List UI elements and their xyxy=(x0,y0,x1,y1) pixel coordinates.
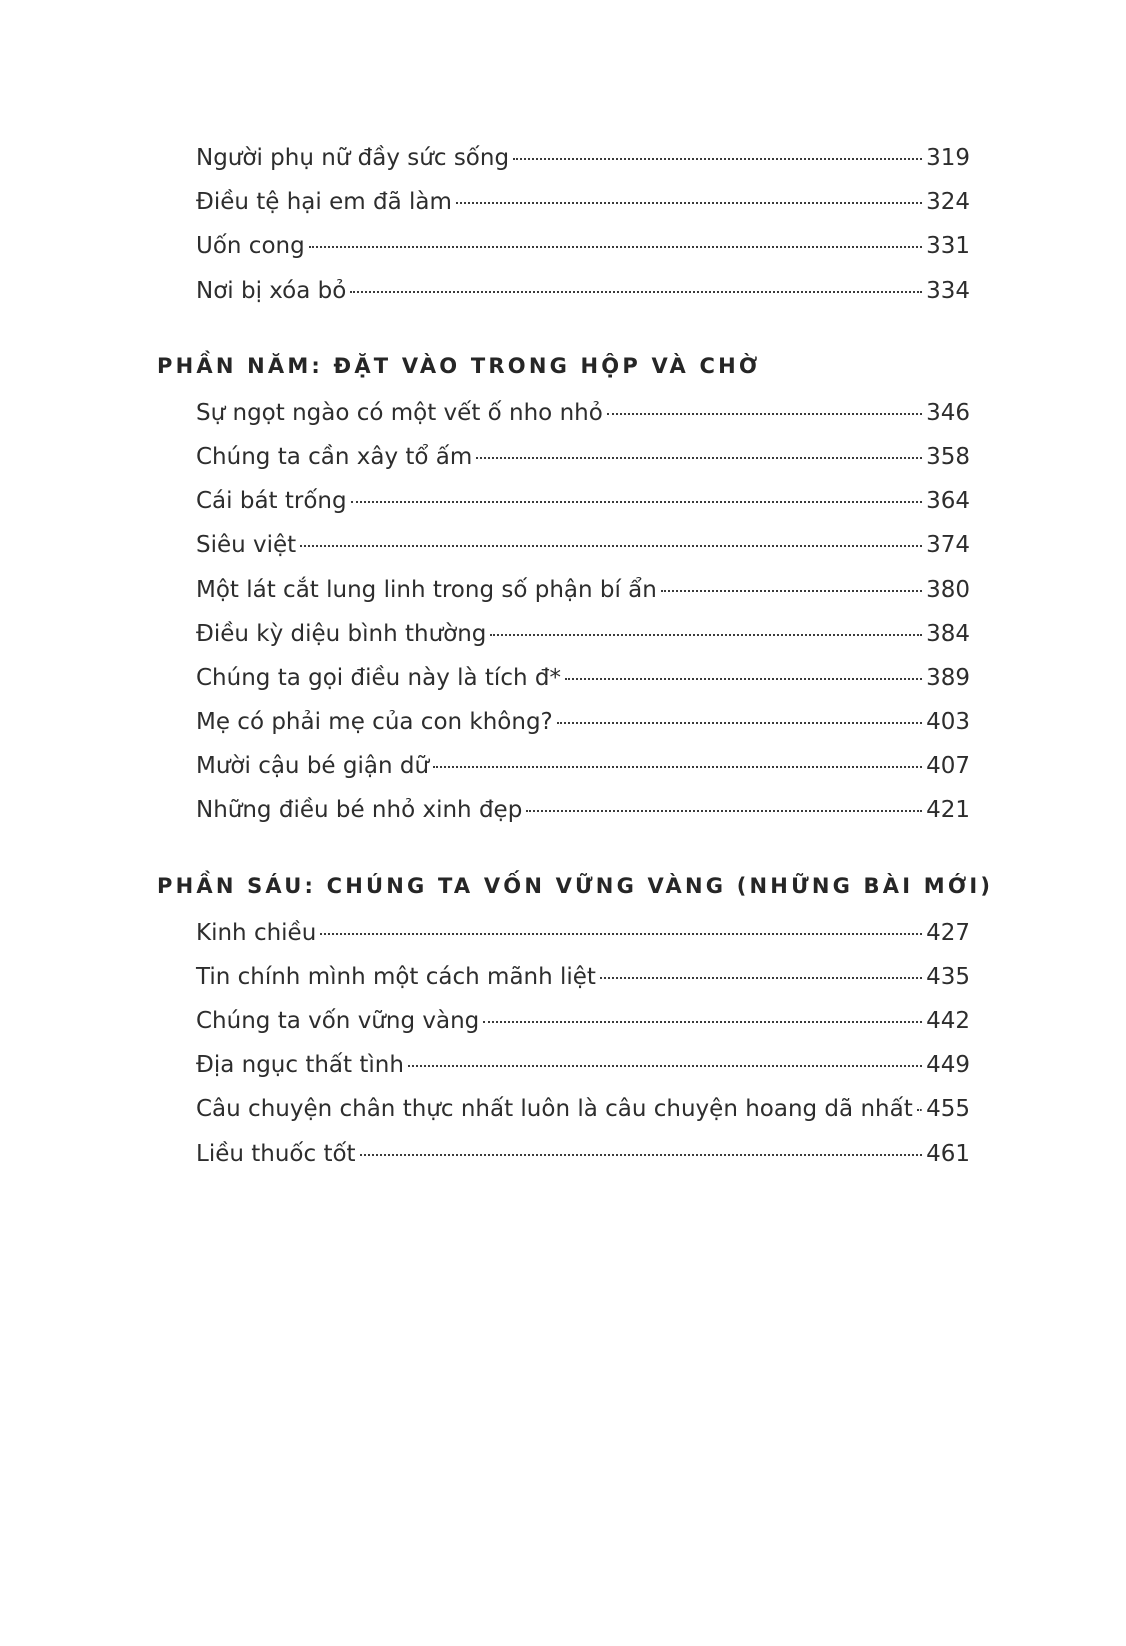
toc-entry-page: 442 xyxy=(926,1008,970,1034)
toc-entry[interactable] xyxy=(196,435,970,479)
dot-leader xyxy=(350,291,922,293)
section-heading: PHẦN NĂM: ĐẶT VÀO TRONG HỘP VÀ CHỜ xyxy=(157,353,761,378)
toc-entry[interactable] xyxy=(196,955,970,999)
dot-leader xyxy=(490,634,922,636)
toc-entry-title: Mười cậu bé giận dữ xyxy=(196,753,430,780)
dot-leader xyxy=(600,977,922,979)
toc-entry-title: Sự ngọt ngào có một vết ố nho nhỏ xyxy=(196,399,603,426)
toc-entry-title: Điều tệ hại em đã làm xyxy=(196,189,452,216)
toc-entry[interactable] xyxy=(196,1043,970,1087)
toc-entry-title: Chúng ta gọi điều này là tích đ* xyxy=(196,664,561,691)
toc-entry-title: Chúng ta vốn vững vàng xyxy=(196,1008,480,1034)
toc-entry[interactable] xyxy=(196,568,970,612)
toc-entry-title: Một lát cắt lung linh trong số phận bí ẩn xyxy=(196,576,657,603)
toc-entry-page: 346 xyxy=(926,399,970,426)
dot-leader xyxy=(433,766,922,768)
dot-leader xyxy=(320,933,922,935)
table-of-contents xyxy=(0,136,1126,1176)
toc-entry-page: 324 xyxy=(926,189,970,216)
dot-leader xyxy=(526,810,922,812)
toc-entry-page: 427 xyxy=(926,919,970,946)
toc-entry-page: 364 xyxy=(926,488,970,515)
toc-entry-title: Siêu việt xyxy=(196,532,297,559)
dot-leader xyxy=(360,1154,923,1156)
toc-entry-title: Nơi bị xóa bỏ xyxy=(196,277,347,304)
toc-entry-page: 449 xyxy=(926,1052,970,1079)
toc-entry[interactable] xyxy=(196,1132,970,1176)
toc-entry[interactable] xyxy=(196,523,970,567)
toc-entry-list xyxy=(0,911,1126,1176)
toc-entry[interactable] xyxy=(196,479,970,523)
toc-entry[interactable] xyxy=(196,1087,970,1131)
toc-entry-page: 421 xyxy=(926,797,970,824)
section-heading: PHẦN SÁU: CHÚNG TA VỐN VỮNG VÀNG (NHỮNG BÀI MỚI) xyxy=(157,873,994,898)
toc-entry-page: 331 xyxy=(926,233,970,260)
dot-leader xyxy=(513,158,922,160)
toc-entry-page: 455 xyxy=(926,1096,970,1123)
toc-entry[interactable] xyxy=(196,269,970,313)
dot-leader xyxy=(300,545,922,547)
toc-entry-title: Tin chính mình một cách mãnh liệt xyxy=(196,963,596,990)
toc-entry-page: 380 xyxy=(926,576,970,603)
toc-entry[interactable] xyxy=(196,999,970,1043)
toc-entry[interactable] xyxy=(196,136,970,180)
toc-entry-list xyxy=(0,136,1126,313)
toc-entry[interactable] xyxy=(196,224,970,268)
toc-entry-list xyxy=(0,391,1126,833)
toc-entry-title: Điều kỳ diệu bình thường xyxy=(196,620,487,647)
dot-leader xyxy=(351,501,922,503)
toc-entry[interactable] xyxy=(196,180,970,224)
toc-entry-page: 435 xyxy=(926,963,970,990)
toc-entry-page: 384 xyxy=(926,620,970,647)
toc-entry[interactable] xyxy=(196,911,970,955)
dot-leader xyxy=(661,590,922,592)
toc-entry-title: Địa ngục thất tình xyxy=(196,1052,404,1079)
toc-entry-title: Câu chuyện chân thực nhất luôn là câu chuyện hoang dã nhất xyxy=(196,1096,913,1123)
toc-section-continued xyxy=(0,136,1126,313)
toc-entry[interactable] xyxy=(196,391,970,435)
dot-leader xyxy=(456,202,922,204)
toc-entry-page: 374 xyxy=(926,532,970,559)
toc-entry-page: 389 xyxy=(926,664,970,691)
toc-entry-title: Liều thuốc tốt xyxy=(196,1140,356,1167)
dot-leader xyxy=(557,722,922,724)
toc-entry[interactable] xyxy=(196,612,970,656)
toc-entry[interactable] xyxy=(196,656,970,700)
toc-entry-title: Mẹ có phải mẹ của con không? xyxy=(196,709,553,736)
toc-entry-page: 358 xyxy=(926,443,970,470)
toc-entry-title: Người phụ nữ đầy sức sống xyxy=(196,145,510,171)
toc-entry-title: Chúng ta cần xây tổ ấm xyxy=(196,443,473,470)
toc-entry-page: 334 xyxy=(926,277,970,304)
toc-entry[interactable] xyxy=(196,788,970,832)
dot-leader xyxy=(565,678,922,680)
dot-leader xyxy=(408,1065,922,1067)
toc-section-part-six xyxy=(0,871,1126,1176)
toc-entry-page: 461 xyxy=(926,1140,970,1167)
toc-entry[interactable] xyxy=(196,700,970,744)
toc-entry-page: 319 xyxy=(926,145,970,171)
dot-leader xyxy=(607,413,922,415)
toc-entry-page: 403 xyxy=(926,709,970,736)
toc-entry-title: Cái bát trống xyxy=(196,488,347,515)
toc-entry-title: Những điều bé nhỏ xinh đẹp xyxy=(196,797,523,824)
toc-entry[interactable] xyxy=(196,744,970,788)
dot-leader xyxy=(483,1021,922,1023)
dot-leader xyxy=(476,457,922,459)
dot-leader xyxy=(917,1109,922,1111)
dot-leader xyxy=(309,246,922,248)
toc-entry-title: Kinh chiều xyxy=(196,919,317,946)
toc-entry-page: 407 xyxy=(926,753,970,780)
toc-entry-title: Uốn cong xyxy=(196,233,305,260)
toc-section-part-five xyxy=(0,351,1126,833)
